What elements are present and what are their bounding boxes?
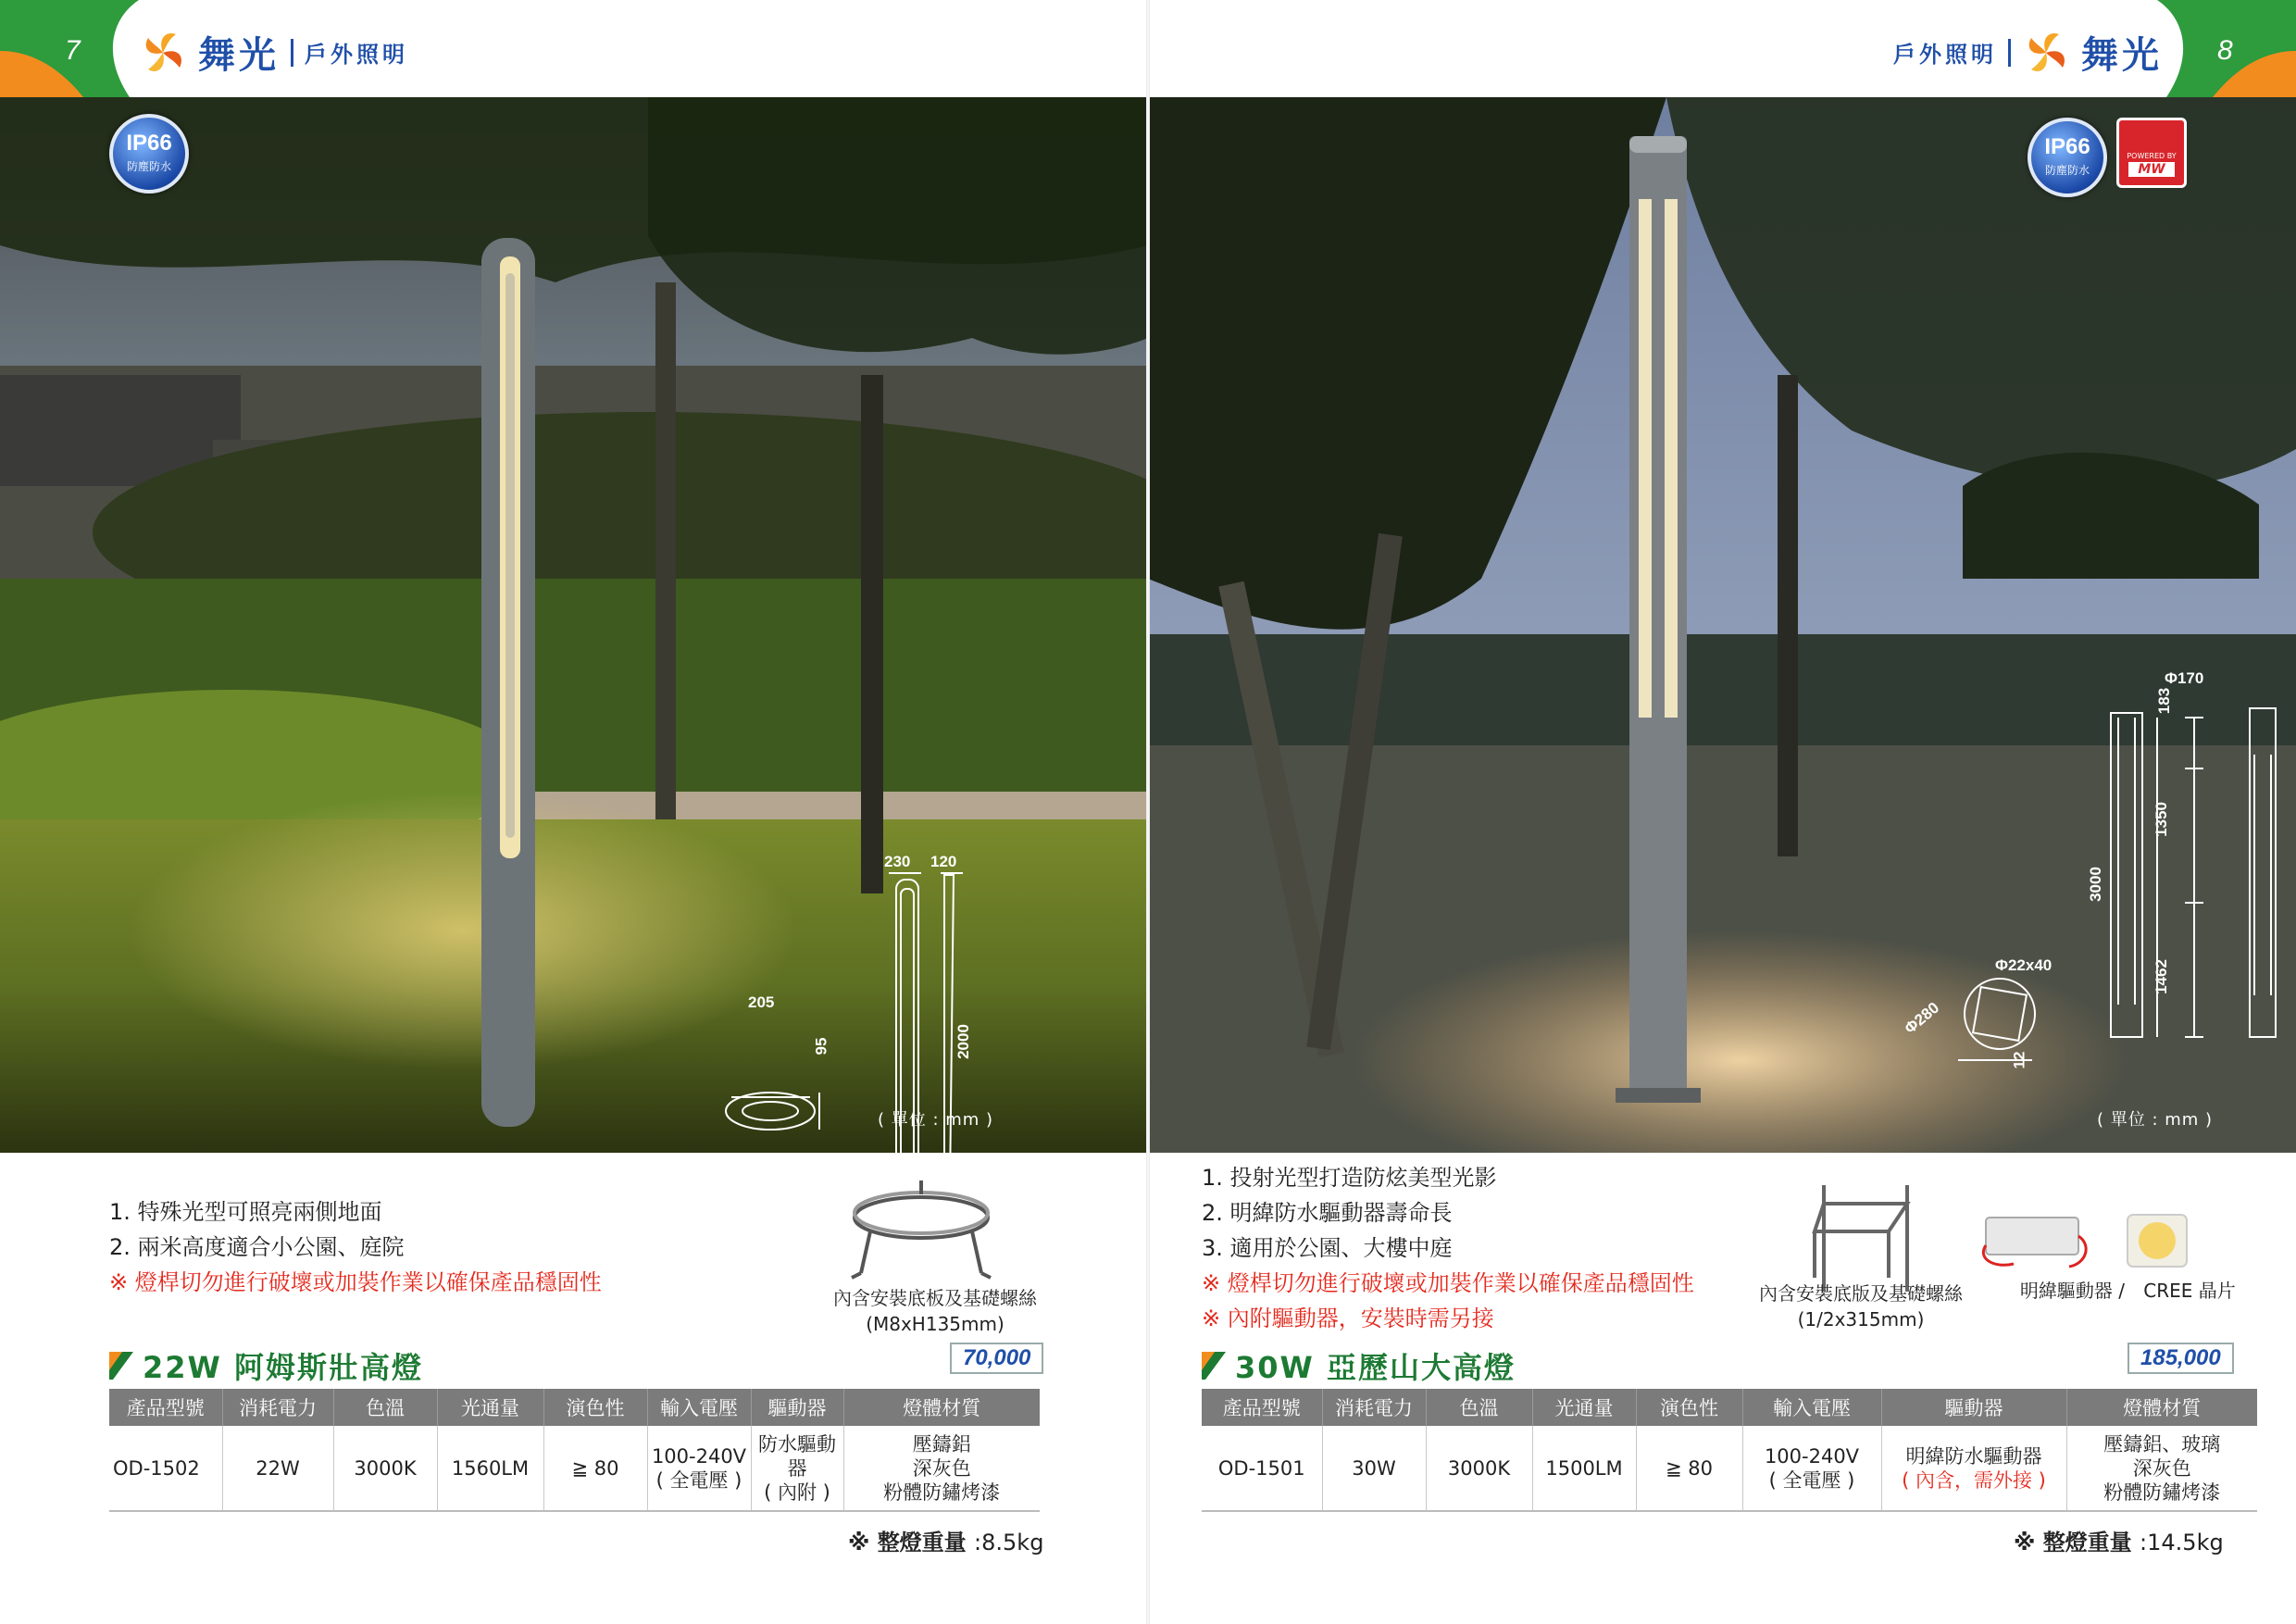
dim-depth-top: 120	[930, 853, 957, 870]
cell-power: 30W	[1322, 1426, 1426, 1511]
unit-note: ( 單位 : mm )	[878, 1110, 994, 1130]
unit-note: ( 單位 : mm )	[2097, 1110, 2214, 1130]
accessory-caption-spec: (1/2x315mm)	[1797, 1308, 1925, 1330]
col-header: 色溫	[1426, 1389, 1532, 1426]
ip66-code: IP66	[126, 131, 172, 156]
col-header: 驅動器	[751, 1389, 843, 1426]
book-spine	[1146, 0, 1150, 1624]
cell-model: OD-1502	[109, 1426, 222, 1511]
brand-lockup	[1893, 26, 2163, 79]
accessory-caption-spec: (M8xH135mm)	[866, 1313, 1004, 1335]
col-header: 演色性	[1636, 1389, 1742, 1426]
dim-lower: 1462	[2152, 959, 2170, 994]
spec-table-right	[1202, 1389, 2257, 1512]
driver-note: ( 內含，需外接 )	[1902, 1468, 2046, 1492]
spec-data-row	[1202, 1426, 2257, 1511]
base-plate-drawing	[1949, 968, 2051, 1069]
ip66-code: IP66	[2044, 134, 2090, 159]
col-header: 演色性	[543, 1389, 647, 1426]
brand-divider	[2008, 39, 2011, 67]
ip66-badge	[2028, 118, 2107, 197]
col-header: 燈體材質	[843, 1389, 1040, 1426]
col-header: 光通量	[437, 1389, 543, 1426]
meanwell-badge	[2116, 118, 2187, 188]
cell-cct: 3000K	[1426, 1426, 1532, 1511]
product-title: 30W 亞歷山大高燈	[1235, 1350, 1516, 1385]
cree-chip-illustration	[2120, 1204, 2194, 1278]
brand-category: 戶外照明	[1893, 42, 1997, 68]
weight-value: :14.5kg	[2140, 1530, 2224, 1555]
right-page	[1148, 0, 2296, 1624]
driver-name: 明緯防水驅動器	[1905, 1444, 2042, 1468]
product-title-right	[1202, 1344, 1516, 1387]
brand-name: 舞光	[198, 34, 280, 77]
dim-base-circle: Φ280	[1901, 998, 1943, 1038]
ip66-label: 防塵防水	[2044, 164, 2090, 177]
left-header	[0, 0, 1148, 97]
cell-lumen: 1560LM	[437, 1426, 543, 1511]
page-number: 7	[65, 35, 81, 66]
spec-data-row	[109, 1426, 1040, 1511]
ip66-badge	[109, 114, 189, 194]
feature-item: 1. 投射光型打造防炫美型光影	[1202, 1165, 1497, 1191]
spec-table-left	[109, 1389, 1040, 1512]
dim-diameter-top: Φ170	[2165, 669, 2204, 687]
warning-item: ※ 燈桿切勿進行破壞或加裝作業以確保產品穩固性	[109, 1269, 602, 1295]
feature-list-left	[109, 1194, 602, 1300]
dim-total: 3000	[2086, 867, 2104, 902]
cell-voltage: 100-240V ( 全電壓 )	[1742, 1426, 1881, 1511]
price-tag: 185,000	[2128, 1343, 2234, 1374]
col-header: 光通量	[1532, 1389, 1636, 1426]
feature-item: 2. 兩米高度適合小公園、庭院	[109, 1234, 405, 1260]
weight-label: ※ 整燈重量	[848, 1530, 967, 1555]
brand-name: 舞光	[2081, 34, 2163, 77]
brand-divider	[291, 39, 293, 67]
dim-base-plate: 12	[2010, 1051, 2028, 1069]
mounting-ring-illustration	[842, 1176, 1000, 1287]
warning-item: ※ 內附驅動器，安裝時需另接	[1202, 1305, 1494, 1331]
night-garden-scene	[0, 97, 1148, 1153]
mounting-frame-illustration	[1805, 1176, 1926, 1296]
cell-lumen: 1500LM	[1532, 1426, 1636, 1511]
cell-material: 壓鑄鋁、玻璃 深灰色 粉體防鏽烤漆	[2066, 1426, 2257, 1511]
dim-base-width: 205	[748, 993, 775, 1011]
cell-driver: 防水驅動器 ( 內附 )	[751, 1426, 843, 1511]
spec-header-row	[1202, 1389, 2257, 1426]
spec-header-row	[109, 1389, 1040, 1426]
weight-line-right	[2014, 1524, 2224, 1556]
cell-driver	[1881, 1426, 2066, 1511]
cell-model: OD-1501	[1202, 1426, 1322, 1511]
feature-item: 3. 適用於公園、大樓中庭	[1202, 1235, 1453, 1261]
driver-caption: 明緯驅動器 /	[2019, 1280, 2125, 1302]
dim-height: 2000	[954, 1024, 972, 1059]
brand-category: 戶外照明	[305, 42, 408, 68]
title-flag-icon	[109, 1352, 133, 1380]
dim-head: 183	[2155, 687, 2174, 715]
product-photo-right	[1148, 97, 2296, 1153]
feature-item: 1. 特殊光型可照亮兩側地面	[109, 1199, 382, 1225]
cell-power: 22W	[222, 1426, 333, 1511]
meanwell-logo: MW	[2128, 162, 2175, 177]
feature-list-right	[1202, 1160, 1694, 1336]
dim-base-bolt: Φ22x40	[1995, 956, 2053, 974]
accessory-caption-left	[796, 1285, 1074, 1337]
brand-logo-icon	[2022, 29, 2070, 77]
weight-label: ※ 整燈重量	[2014, 1530, 2132, 1555]
title-flag-icon	[1202, 1352, 1226, 1380]
product-title: 22W 阿姆斯壯高燈	[143, 1350, 423, 1385]
dim-base-depth: 95	[812, 1037, 830, 1056]
dimension-drawing-left	[722, 745, 963, 1153]
col-header: 驅動器	[1881, 1389, 2066, 1426]
meanwell-top: POWERED BY	[2127, 152, 2177, 160]
col-header: 輸入電壓	[1742, 1389, 1881, 1426]
ip66-label: 防塵防水	[126, 160, 171, 173]
dimension-drawing-right	[2092, 653, 2296, 1134]
cell-voltage: 100-240V ( 全電壓 )	[647, 1426, 751, 1511]
col-header: 產品型號	[109, 1389, 222, 1426]
col-header: 產品型號	[1202, 1389, 1322, 1426]
col-header: 消耗電力	[1322, 1389, 1426, 1426]
chip-caption: CREE 晶片	[2143, 1280, 2236, 1302]
col-header: 燈體材質	[2066, 1389, 2257, 1426]
cell-cri: ≧ 80	[1636, 1426, 1742, 1511]
accessory-caption-line: 內含安裝底板及基礎螺絲	[833, 1287, 1037, 1309]
right-header	[1148, 0, 2296, 97]
cell-cct: 3000K	[333, 1426, 437, 1511]
feature-item: 2. 明緯防水驅動器壽命長	[1202, 1200, 1453, 1226]
driver-illustration	[1977, 1204, 2097, 1278]
dim-upper: 1350	[2152, 802, 2170, 837]
weight-value: :8.5kg	[974, 1530, 1044, 1555]
accessory-caption-right	[1727, 1280, 1995, 1332]
brand-lockup	[139, 26, 408, 79]
col-header: 色溫	[333, 1389, 437, 1426]
dim-width-top: 230	[884, 853, 911, 870]
warning-item: ※ 燈桿切勿進行破壞或加裝作業以確保產品穩固性	[1202, 1270, 1694, 1296]
col-header: 輸入電壓	[647, 1389, 751, 1426]
accessory-caption-line: 內含安裝底版及基礎螺絲	[1759, 1282, 1963, 1305]
product-title-left	[109, 1344, 423, 1387]
page-number: 8	[2217, 35, 2233, 66]
weight-line-left	[848, 1524, 1043, 1556]
brand-logo-icon	[139, 29, 187, 77]
cell-cri: ≧ 80	[543, 1426, 647, 1511]
product-photo-left	[0, 97, 1148, 1153]
col-header: 消耗電力	[222, 1389, 333, 1426]
price-tag: 70,000	[950, 1343, 1043, 1374]
cell-material: 壓鑄鋁 深灰色 粉體防鏽烤漆	[843, 1426, 1040, 1511]
